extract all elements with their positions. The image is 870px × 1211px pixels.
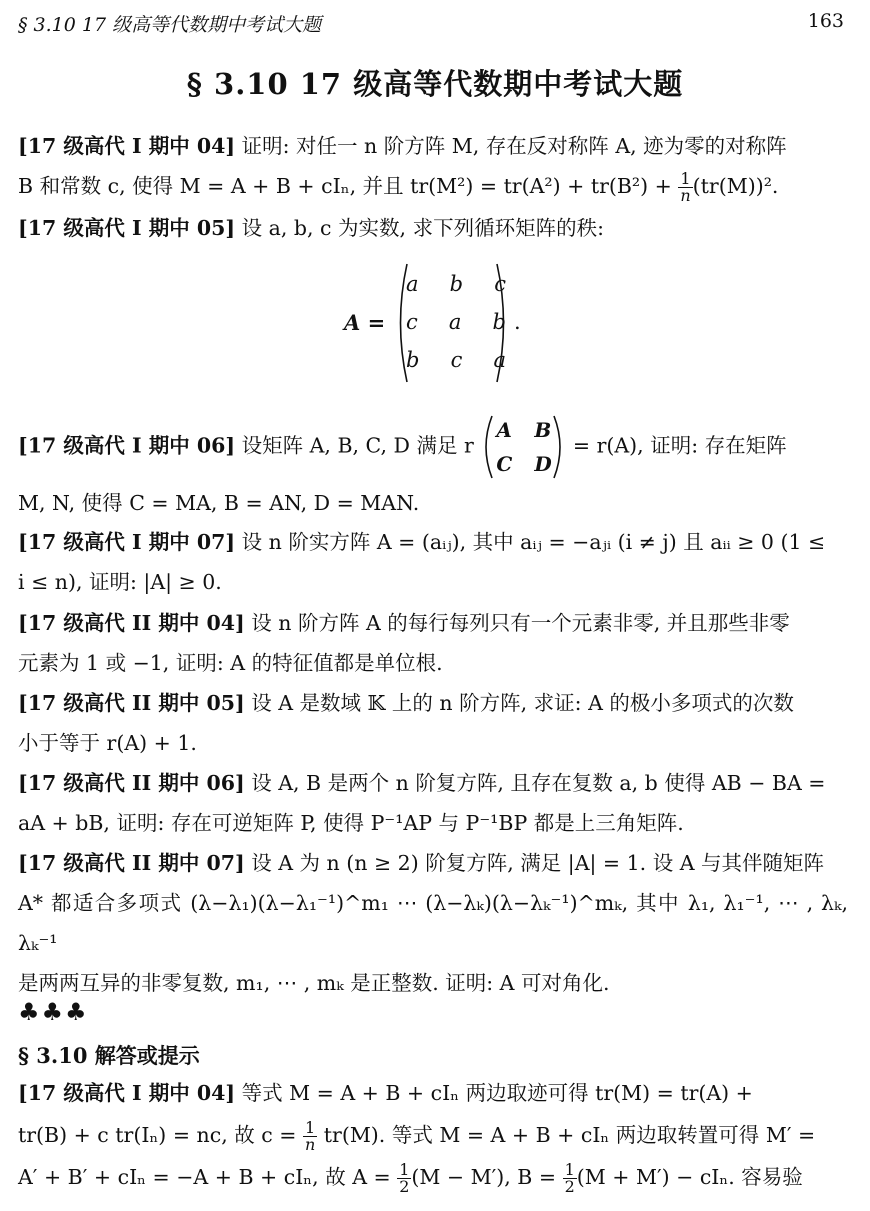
solution-text: 等式 M = A + B + cIₙ 两边取迹可得 tr(M) = tr(A) + [235,1081,753,1105]
problem-6 [18,683,848,763]
problem-text: B 和常数 c, 使得 M = A + B + cIₙ, 并且 tr(M²) = tr(A²) + tr(B²) + [18,174,679,198]
running-header [18,10,844,36]
solution-text: tr(B) + c tr(Iₙ) = nc, 故 c = [18,1123,303,1147]
matrix-row: a b c [406,272,506,296]
solution-text: tr(M). 等式 M = A + B + cIₙ 两边取转置可得 M′ = [317,1123,816,1147]
matrix-row: c a b [406,310,506,334]
problem-text: 设 A 为 n (n ≥ 2) 阶复方阵, 满足 |A| = 1. 设 A 与其伴随矩阵 [244,851,825,875]
solution-1 [18,1072,848,1198]
problem-text: 设 n 阶方阵 A 的每行每列只有一个元素非零, 并且那些非零 [244,611,790,635]
problem-1 [18,126,848,206]
matrix-row: b c a [406,348,506,372]
solution-text: A′ + B′ + cIₙ = −A + B + cIₙ, 故 A = [18,1165,398,1189]
problem-tag: [17 级高代 II 期中 05] [18,691,245,715]
matrix-label: A = [344,310,386,335]
problem-7 [18,763,848,843]
page-number: 163 [807,10,844,32]
matrix-cells [406,272,506,386]
problem-text: i ≤ n), 证明: |A| ≥ 0. [18,570,222,594]
problem-5 [18,603,848,683]
problem-text: 小于等于 r(A) + 1. [18,731,197,755]
clubs-separator: ♣♣♣ [18,998,89,1026]
problem-text: aA + bB, 证明: 存在可逆矩阵 P, 使得 P⁻¹AP 与 P⁻¹BP 都是上三角矩阵. [18,811,684,835]
problem-text: 设 A, B 是两个 n 阶复方阵, 且存在复数 a, b 使得 AB − BA = [244,771,826,795]
problem-8 [18,843,848,1003]
problem-text: 是两两互异的非零复数, m₁, ⋯ , mₖ 是正整数. 证明: A 可对角化. [18,971,610,995]
fraction: $\frac{1}{2}$ [399,1160,410,1196]
fraction: $\frac{1}{n}$ [304,1118,316,1154]
fraction: $\frac{1}{n}$ [680,169,691,205]
problem-text: M, N, 使得 C = MA, B = AN, D = MAN. [18,491,420,515]
problem-tag: [17 级高代 I 期中 07] [18,530,236,554]
solution-text: (M − M′), B = [411,1165,563,1189]
problem-tag: [17 级高代 I 期中 06] [18,433,236,458]
section-title: § 3.10 17 级高等代数期中考试大题 [186,67,684,101]
matrix-period: . [514,310,521,334]
block-matrix: A B C D [480,414,566,480]
problem-text: 设 A 是数域 𝕂 上的 n 阶方阵, 求证: A 的极小多项式的次数 [244,691,794,715]
running-header-title: § 3.10 17 级高等代数期中考试大题 [18,14,322,36]
problem-4 [18,522,848,602]
problem-3 [18,414,848,522]
solution-tag: [17 级高代 I 期中 04] [18,1081,236,1105]
problem-2 [18,208,848,248]
problem-text: = r(A), 证明: 存在矩阵 [572,433,787,458]
right-paren [494,262,512,384]
problem-text: (tr(M))². [692,174,779,198]
problem-tag: [17 级高代 I 期中 04] [18,134,236,158]
problem-text: 证明: 对任一 n 阶方阵 M, 存在反对称阵 A, 迹为零的对称阵 [235,134,787,158]
problem-tag: [17 级高代 II 期中 07] [18,851,245,875]
problem-tag: [17 级高代 I 期中 05] [18,216,236,240]
solution-text: (M + M′) − cIₙ. 容易验 [576,1165,803,1189]
problem-text: A* 都适合多项式 (λ−λ₁)(λ−λ₁⁻¹)^m₁ ⋯ (λ−λₖ)(λ−λₖ⁻¹)^mₖ, 其中 λ₁, λ₁⁻¹, ⋯ , λₖ, λₖ⁻¹ [18,891,848,955]
problem-tag: [17 级高代 II 期中 04] [18,611,245,635]
solutions-heading: § 3.10 解答或提示 [18,1043,200,1068]
problem-text: 设 n 阶实方阵 A = (aᵢⱼ), 其中 aᵢⱼ = −aⱼᵢ (i ≠ j) 且 aᵢᵢ ≥ 0 (1 ≤ [235,530,826,554]
fraction: $\frac{1}{2}$ [564,1160,575,1196]
problem-text: 设 a, b, c 为实数, 求下列循环矩阵的秩: [235,216,604,240]
circulant-matrix [344,262,534,387]
problem-tag: [17 级高代 II 期中 06] [18,771,245,795]
problem-text: 设矩阵 A, B, C, D 满足 r [235,433,474,458]
problem-text: 元素为 1 或 −1, 证明: A 的特征值都是单位根. [18,651,443,675]
